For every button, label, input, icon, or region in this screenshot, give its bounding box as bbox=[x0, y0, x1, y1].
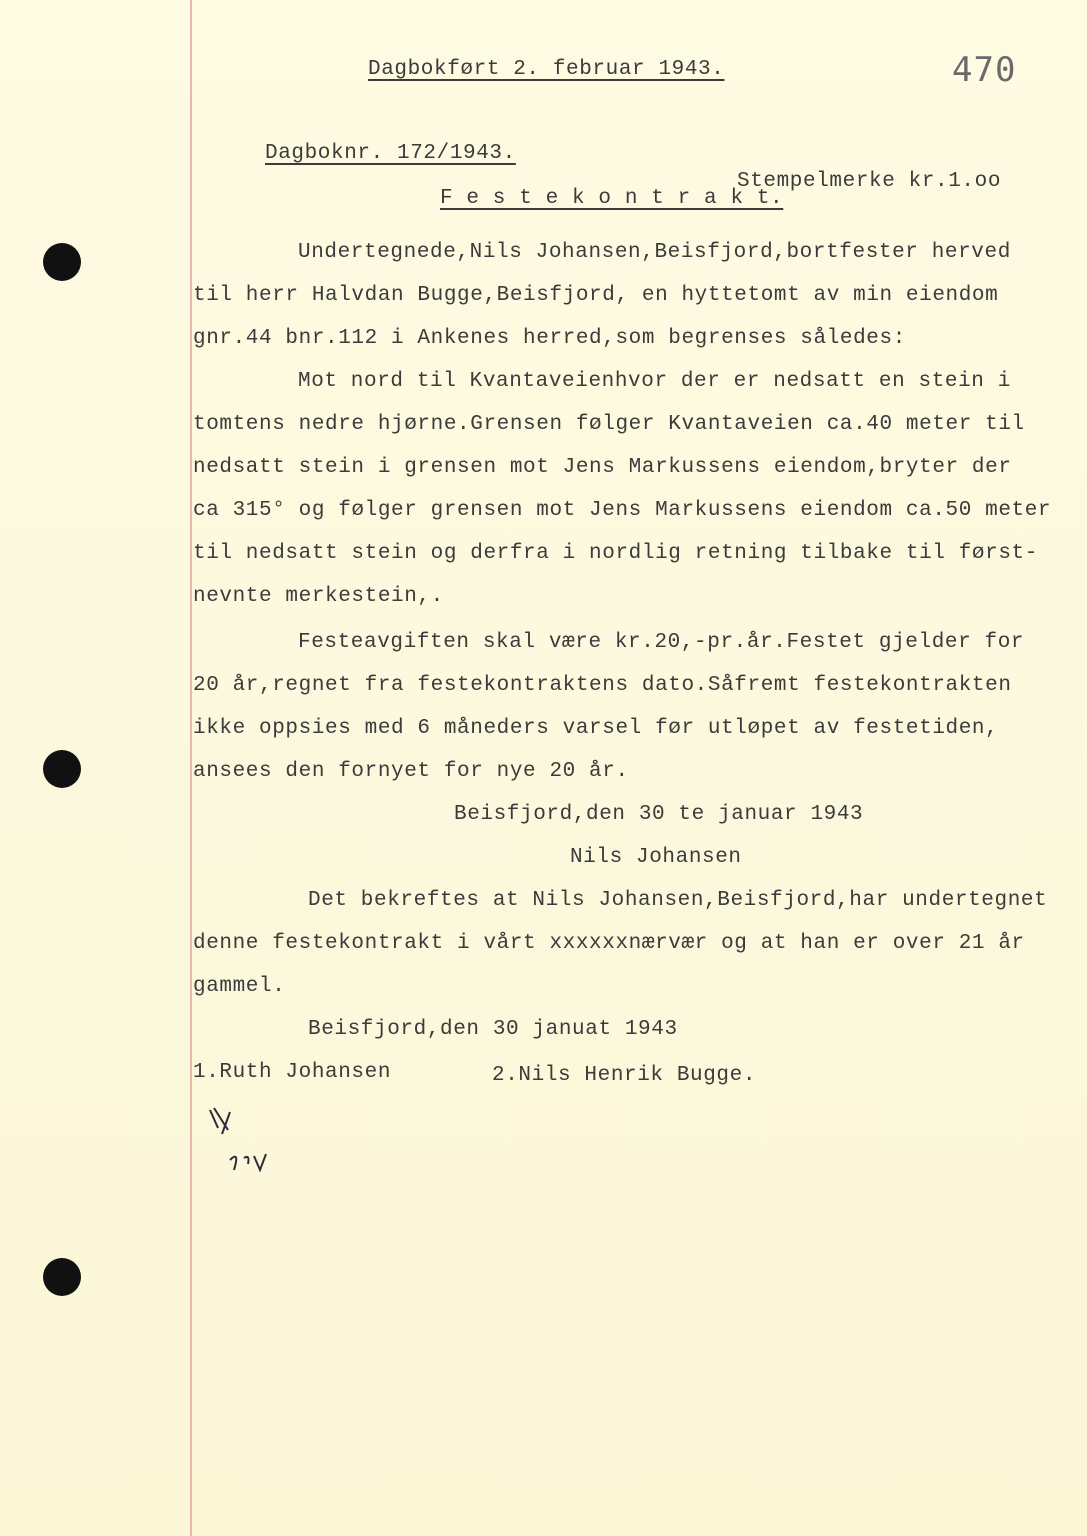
punch-hole-top bbox=[43, 243, 81, 281]
document-title: F e s t e k o n t r a k t. bbox=[440, 187, 784, 210]
body-line-2: til herr Halvdan Bugge,Beisfjord, en hyttetomt av min eiendom bbox=[193, 284, 999, 307]
body-line-7: ca 315° og følger grensen mot Jens Markussens eiendom ca.50 meter bbox=[193, 499, 1052, 522]
dagbokfort-line: Dagbokført 2. februar 1943. bbox=[368, 58, 725, 81]
body-line-4: Mot nord til Kvantaveienhvor der er nedsatt en stein i bbox=[298, 370, 1011, 393]
body-line-6: nedsatt stein i grensen mot Jens Markussens eiendom,bryter der bbox=[193, 456, 1012, 479]
body-line-3: gnr.44 bnr.112 i Ankenes herred,som begrenses således: bbox=[193, 327, 906, 350]
margin-line bbox=[190, 0, 192, 1536]
body-line-16: Det bekreftes at Nils Johansen,Beisfjord,har undertegnet bbox=[308, 889, 1048, 912]
body-line-5: tomtens nedre hjørne.Grensen følger Kvantaveien ca.40 meter til bbox=[193, 413, 1025, 436]
body-line-12: ikke oppsies med 6 måneders varsel før utløpet av festetiden, bbox=[193, 717, 999, 740]
place-date-line: Beisfjord,den 30 te januar 1943 bbox=[454, 803, 864, 826]
stempelmerke-line: Stempelmerke kr.1.oo bbox=[737, 170, 1002, 193]
witness-date-line: Beisfjord,den 30 januat 1943 bbox=[308, 1018, 678, 1041]
body-line-11: 20 år,regnet fra festekontraktens dato.Såfremt festekontrakten bbox=[193, 674, 1012, 697]
signer-name: Nils Johansen bbox=[570, 846, 742, 869]
body-line-8: til nedsatt stein og derfra i nordlig retning tilbake til først- bbox=[193, 542, 1038, 565]
handwritten-initials bbox=[200, 1100, 290, 1180]
page-number: 470 bbox=[952, 50, 1017, 90]
dagboknr-line: Dagboknr. 172/1943. bbox=[265, 142, 516, 165]
punch-hole-bottom bbox=[43, 1258, 81, 1296]
punch-hole-middle bbox=[43, 750, 81, 788]
body-line-13: ansees den fornyet for nye 20 år. bbox=[193, 760, 629, 783]
body-line-18: gammel. bbox=[193, 975, 286, 998]
body-line-9: nevnte merkestein,. bbox=[193, 585, 444, 608]
body-line-17: denne festekontrakt i vårt xxxxxxnærvær og at han er over 21 år bbox=[193, 932, 1025, 955]
witness-1: 1.Ruth Johansen bbox=[193, 1061, 392, 1084]
body-line-10: Festeavgiften skal være kr.20,-pr.år.Festet gjelder for bbox=[298, 631, 1025, 654]
body-line-1: Undertegnede,Nils Johansen,Beisfjord,bortfester herved bbox=[298, 241, 1011, 264]
witness-2: 2.Nils Henrik Bugge. bbox=[492, 1064, 757, 1087]
